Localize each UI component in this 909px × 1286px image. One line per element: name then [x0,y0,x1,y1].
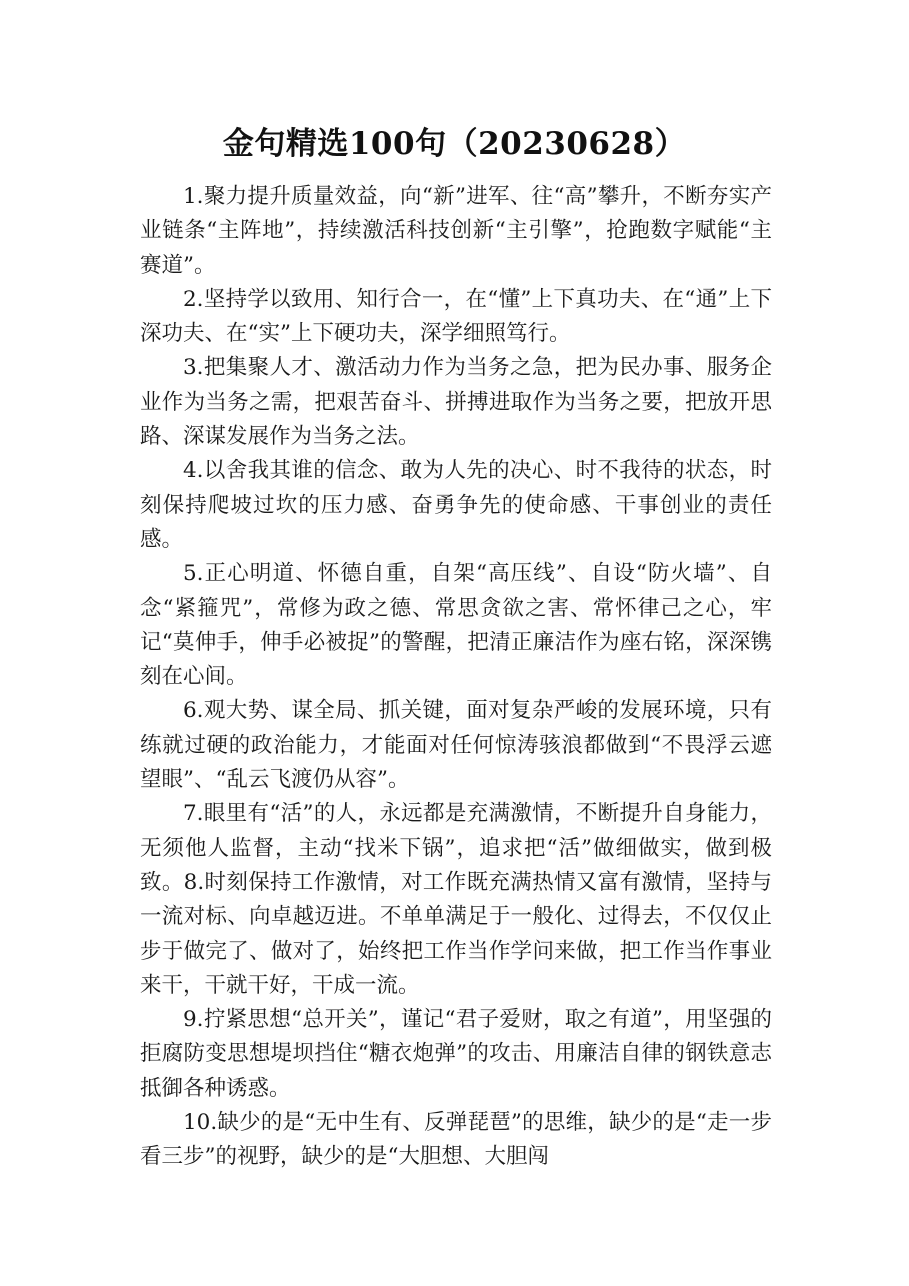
paragraph-10: 10.缺少的是“无中生有、反弹琵琶”的思维，缺少的是“走一步看三步”的视野，缺少的是“大胆想、大胆闯 [140,1110,772,1170]
document-title: 金句精选100句（20230628） [222,126,687,162]
paragraph-5: 5.正心明道、怀德自重，自架“高压线”、自设“防火墙”、自念“紧箍咒”，常修为政之德、常思贪欲之害、常怀律己之心，牢记“莫伸手，伸手必被捉”的警醒，把清正廉洁作为座右铭，深深镌刻在心间。 [140,561,772,690]
paragraph-9: 9.拧紧思想“总开关”，谨记“君子爱财，取之有道”，用坚强的拒腐防变思想堤坝挡住“糖衣炮弹”的攻击、用廉洁自律的钢铁意志抵御各种诱惑。 [140,1007,772,1101]
paragraph-3: 3.把集聚人才、激活动力作为当务之急，把为民办事、服务企业作为当务之需，把艰苦奋斗、拼搏进取作为当务之要，把放开思路、深谋发展作为当务之法。 [140,355,772,450]
paragraph-7: 7.眼里有“活”的人，永远都是充满激情，不断提升自身能力，无须他人监督，主动“找米下锅”，追求把“活”做细做实，做到极致。8.时刻保持工作激情，对工作既充满热情又富有激情，坚持与一流对标、向卓越迈进。不单单满足于一般化、过得去，不仅仅止步于做完了、做对了，始终把工作当作学问来做，把工作当作事业来干，干就干好，干成一流。 [140,801,772,998]
document-body [140,180,772,1175]
paragraph-1: 1.聚力提升质量效益，向“新”进军、往“高”攀升，不断夯实产业链条“主阵地”，持续激活科技创新“主引擎”，抢跑数字赋能“主赛道”。 [140,184,772,278]
paragraph-6: 6.观大势、谋全局、抓关键，面对复杂严峻的发展环境，只有练就过硬的政治能力，才能面对任何惊涛骇浪都做到“不畏浮云遮望眼”、“乱云飞渡仍从容”。 [140,698,772,793]
paragraph-4: 4.以舍我其谁的信念、敢为人先的决心、时不我待的状态，时刻保持爬坡过坎的压力感、奋勇争先的使命感、干事创业的责任感。 [140,458,772,552]
paragraph-2: 2.坚持学以致用、知行合一，在“懂”上下真功夫、在“通”上下深功夫、在“实”上下硬功夫，深学细照笃行。 [140,286,772,347]
